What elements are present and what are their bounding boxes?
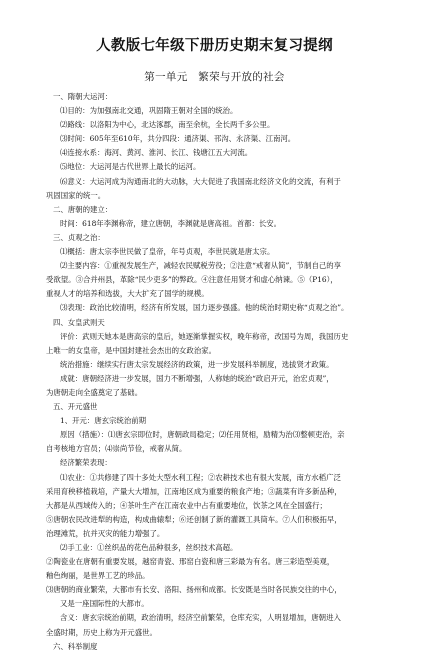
text-line: 为唐朝走向全盛奠定了基础。	[46, 387, 143, 397]
text-line: ⑷连接水系：海河、黄河、淮河、长江、钱塘江五大河流。	[60, 148, 253, 158]
text-line: 又是一座国际性的大都市。	[60, 599, 149, 609]
text-line: 含义：唐玄宗统治前期，政治清明，经济空前繁荣，仓库充实，人明显增加，唐朝进入	[60, 613, 341, 623]
text-line: ②陶瓷业在唐朝有重要发展，越窑青瓷、邢窑白瓷和唐三彩最为有名。唐三彩造型美观，	[46, 557, 335, 567]
section-heading: 三、贞观之治：	[53, 232, 105, 242]
document-body	[46, 90, 383, 654]
text-line: ⑸地位：大运河是古代世界上最长的运河。	[60, 162, 201, 172]
text-line: ⑵路线：以洛阳为中心，北达涿郡，南至余杭，全长两千多公里。	[60, 120, 275, 130]
text-line: 上唯一的女皇帝，是中国封建社会杰出的女政治家。	[46, 345, 216, 355]
text-line: ⑤唐朝农民改进犁的构造，构成曲辕犁；⑥还创制了新的灌溉工具筒车。⑦人们积极拓早，	[46, 514, 342, 524]
text-line: 大都是从西域传入的；④茶叶生产在江南农业中占有重要地位，饮茶之风在全国盛行；	[46, 500, 327, 510]
text-line: 采用育秧移植栽培，产量大大增加，江南地区成为重要的粮食产地；③蔬菜有许多新品种，	[46, 486, 342, 496]
text-line: 评价：武则天她本是唐高宗的皇后，她逐渐掌握实权，晚年称帝，改国号为周，我国历史	[60, 331, 349, 341]
text-line: ⑴农业：①共修建了四十多处大型水利工程；②农耕技术也有很大发展，南方水稻广泛	[60, 472, 341, 482]
text-line: 重视人才的培养和选拔，大大扩充了国学的规模。	[46, 289, 209, 299]
section-heading: 六、科举制度	[53, 641, 98, 651]
section-heading: 四、女皇武则天	[53, 317, 105, 327]
text-line: 时间：618年李渊称帝，建立唐朝，李渊就是唐高祖。首都：长安。	[60, 218, 282, 228]
text-line: ⑴目的：为加强南北交通，巩固隋王朝对全国的统治。	[60, 106, 238, 116]
text-line: ⑶唐朝的商业繁荣，大都市有长安、洛阳、扬州和成都。长安既是当时各民族交往的中心，	[46, 585, 342, 595]
text-line: 原因（措施）：⑴唐玄宗即位时，唐朝政局稳定；⑵任用贤相，励精为治⑶整顿吏治，亲	[60, 430, 345, 440]
text-line: ⑵手工业：①丝织品的花色品种很多，丝织技术高超。	[60, 543, 238, 552]
section-heading: 一、隋朝大运河：	[53, 92, 113, 101]
text-line: ⑵主要内容：①重视发展生产，减轻农民赋税劳役；②注意“戒奢从简”，节制自己的享	[60, 261, 342, 271]
text-line: 全盛时期，历史上称为开元盛世。	[46, 627, 157, 637]
text-line: 巩固国家的统一。	[46, 190, 106, 200]
text-line: 统治措施：继续实行唐太宗发展经济的政策，进一步发展科举制度，选拔贤才政策。	[60, 359, 334, 369]
text-line: 受欲望。③合并州县，革除“民少吏多”的弊政。④注意任用贤才和虚心纳谏。⑤（P16），	[46, 275, 338, 285]
text-line: ⑶表现：政治比较清明，经济有所发展，国力逐步强盛。他的统治时期史称“贞观之治”。	[60, 303, 349, 313]
text-line: 经济繁荣表现：	[60, 458, 112, 468]
text-line: 釉色绚丽，是世界工艺的珍品。	[46, 571, 150, 581]
unit-title: 第一单元 繁荣与开放的社会	[144, 71, 285, 83]
text-line: 自考核地方官员；⑷崇尚节俭，戒奢从简。	[46, 444, 187, 454]
text-line: 1、开元：唐玄宗统治前期	[60, 416, 147, 426]
text-line: ⑶时间：605年至610年，共分四段：通济渠、邗沟、永济渠、江南河。	[60, 134, 296, 144]
text-line: 成就：唐朝经济进一步发展，国力不断增强，人称她的统治“政启开元，治宏贞观”，	[60, 373, 334, 383]
section-heading: 五、开元盛世	[53, 402, 98, 412]
document-title: 人教版七年级下册历史期末复习提纲	[96, 37, 333, 54]
text-line: ⑴概括：唐太宗李世民做了皇帝，年号贞观，李世民就是唐太宗。	[60, 247, 275, 257]
text-line: ⑹意义：大运河成为沟通南北的大动脉，大大促进了我国南北经济文化的交流，有利于	[60, 176, 341, 186]
section-heading: 二、唐朝的建立：	[53, 204, 113, 214]
text-line: 治理滩荒，抗并灭灾的能力增强了。	[46, 528, 165, 538]
